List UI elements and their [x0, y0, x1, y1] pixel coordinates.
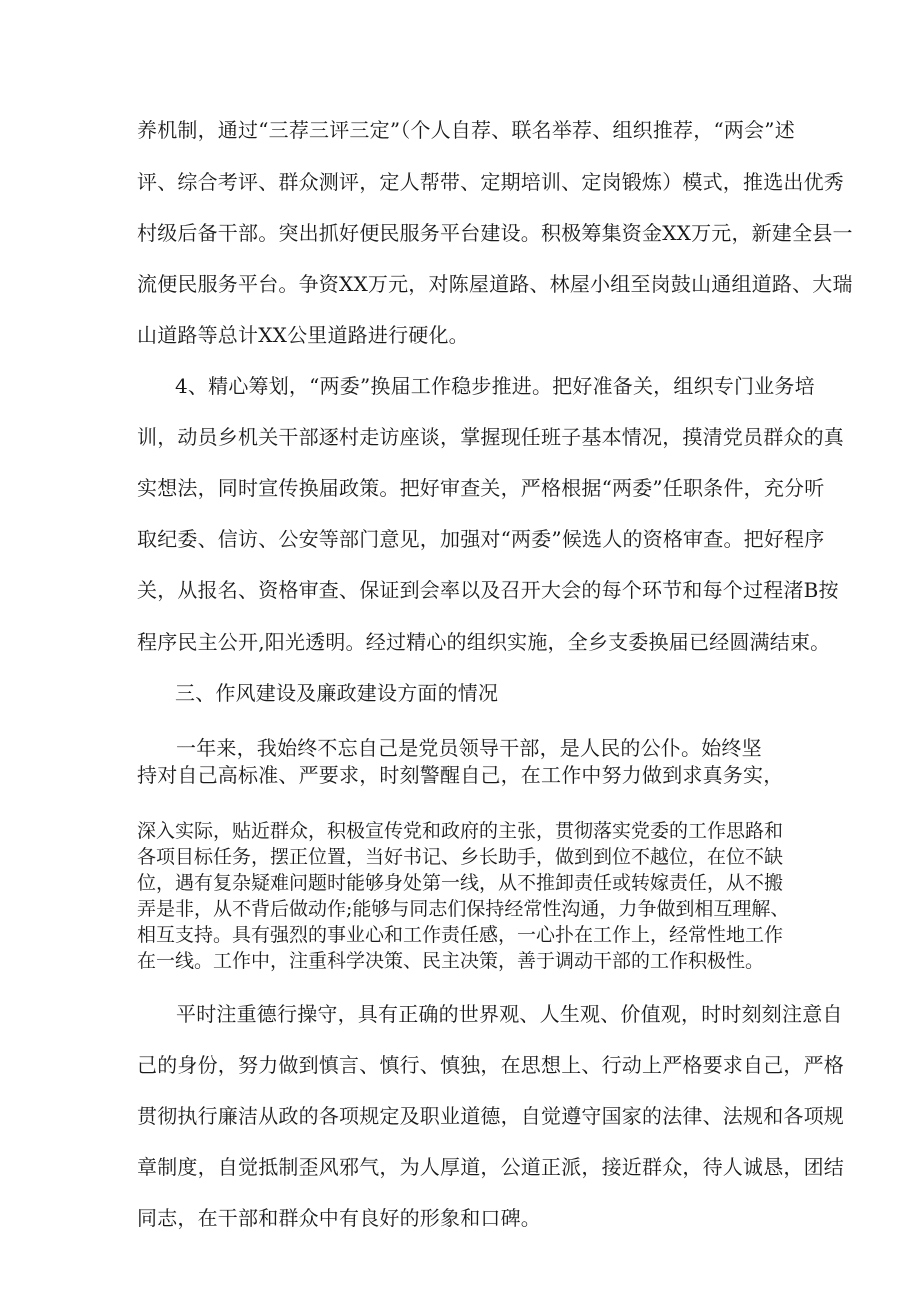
paragraph-line: 己的身份，努力做到慎言、慎行、慎独，在思想上、行动上严格要求自己，严格 — [137, 1053, 844, 1077]
paragraph-line: 平时注重德行操守，具有正确的世界观、人生观、价值观，时时刻刻注意自 — [176, 1002, 843, 1026]
section-heading: 三、作风建设及廉政建设方面的情况 — [175, 681, 499, 705]
paragraph-line: 评、综合考评、群众测评，定人帮带、定期培训、定岗锻炼）模式，推选出优秀 — [137, 170, 844, 194]
paragraph-line: 养机制，通过“三荐三评三定”（个人自荐、联名举荐、组织推荐，“两会”述 — [137, 118, 795, 142]
paragraph-line: 实想法，同时宣传换届政策。把好审查关，严格根据“两委”任职条件，充分听 — [137, 476, 825, 500]
paragraph-line: 关，从报名、资格审查、保证到会率以及召开大会的每个环节和每个过程渚B按 — [137, 578, 839, 602]
paragraph-line: 流便民服务平台。争资XX万元，对陈屋道路、林屋小组至岗鼓山通组道路、大瑞 — [137, 272, 853, 296]
paragraph-line: 训，动员乡机关干部逐村走访座谈，掌握现任班子基本情况，摸清党员群众的真 — [137, 425, 844, 449]
paragraph-line: 贯彻执行廉洁从政的各项规定及职业道德，自觉遵守国家的法律、法规和各项规 — [137, 1104, 844, 1128]
paragraph-line: 持对自己高标准、严要求，时刻警醒自己，在工作中努力做到求真务实， — [137, 763, 784, 787]
paragraph-line: 村级后备干部。突出抓好便民服务平台建设。积极筹集资金XX万元，新建全县一 — [137, 221, 853, 245]
paragraph-line: 程序民主公开,阳光透明。经过精心的组织实施，全乡支委换届已经圆满结束。 — [137, 630, 831, 654]
paragraph-line: 一年来，我始终不忘自己是党员领导干部，是人民的公仆。始终坚 — [176, 736, 762, 760]
paragraph-line: 章制度，自觉抵制歪风邪气，为人厚道，公道正派，接近群众，待人诚恳，团结 — [137, 1155, 844, 1179]
paragraph-line: 同志，在干部和群众中有良好的形象和口碑。 — [137, 1206, 541, 1230]
paragraph-line: 取纪委、信访、公安等部门意见，加强对“两委”候选人的资格审查。把好程序 — [137, 527, 825, 551]
paragraph-line: 4、精心筹划，“两委”换届工作稳步推进。把好准备关，组织专门业务培 — [175, 374, 815, 398]
paragraph-block: 深入实际，贴近群众，积极宣传党和政府的主张，贯彻落实党委的工作思路和各项目标任务，摆正位置，当好书记、乡长助手，做到到位不越位，在位不缺位，遇有复杂疑难问题时能够身处第一线，从不推卸责任或转嫁责任，从不搬弄是非，从不背后做动作;能够与同志们保持经常性沟通，力争做到相互理解、相互支持。具有强烈的事业心和工作责任感，一心扑在工作上，经常性地工作在一线。工作中，注重科学决策、民主决策，善于调动干部的工作积极性。 — [137, 820, 790, 972]
paragraph-line: 山道路等总计XX公里道路进行硬化。 — [137, 323, 469, 347]
